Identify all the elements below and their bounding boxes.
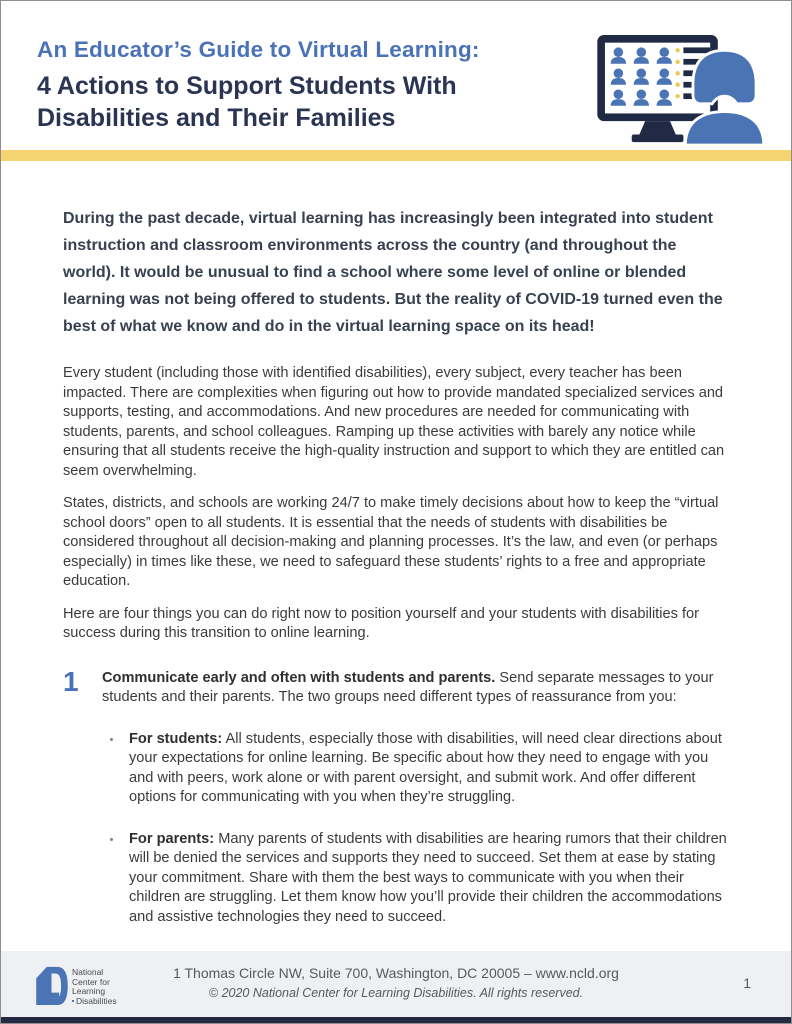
logo-line: Disabilities <box>72 997 117 1007</box>
title-line2: 4 Actions to Support Students With Disabilities and Their Families <box>37 72 457 132</box>
bottom-accent-bar <box>1 1017 791 1023</box>
paragraph-impact: Every student (including those with identified disabilities), every subject, every teacher has been impacted. There are complexities when figuring out how to provide mandated specialized services and supports, testing, and accommodations. And new procedures are needed for communicating with students, parents, and school colleagues. Ramping up these activities with barely any notice while ensuring that all students receive the high-quality instruction and support to which they are entitled can seem overwhelming. <box>63 365 725 479</box>
footer <box>1 951 791 1017</box>
yellow-divider <box>1 150 791 161</box>
action-item-1 <box>63 665 729 928</box>
header <box>1 1 791 150</box>
ncld-logo <box>34 964 117 1006</box>
logo-line: Center for <box>72 976 110 987</box>
action-lead-paragraph <box>102 669 729 708</box>
title-block <box>37 29 595 134</box>
bullet-marker <box>110 838 113 841</box>
action-lead-bold: Communicate early and often with students and parents. <box>102 669 496 686</box>
ncld-logo-mark-icon <box>34 964 69 1006</box>
ncld-logo-wordmark <box>72 964 117 1006</box>
action-number: 1 <box>63 665 79 697</box>
footer-text-block <box>1 951 791 1000</box>
paragraph-states: States, districts, and schools are working 24/7 to make timely decisions about how to keep the “virtual school doors” open to all students. It is essential that the needs of students with disabilities be considered throughout all decision-making and planning processes. It’s the law, and even (or perhaps especially) in times like these, we need to safeguard these students’ rights to a free and appropriate education. <box>63 495 719 589</box>
logo-line: National <box>72 967 104 977</box>
footer-address: 1 Thomas Circle NW, Suite 700, Washington, DC 20005 – www.ncld.org <box>173 965 619 981</box>
participants-grid-icon <box>611 47 672 105</box>
page-number: 1 <box>743 975 751 991</box>
bullet-for-parents <box>110 830 729 928</box>
bullet-text <box>129 830 729 928</box>
logo-dot <box>72 1000 74 1002</box>
action-body <box>102 669 729 928</box>
bullet-for-students <box>110 730 729 808</box>
bullet-lead-bold: For parents: <box>129 830 215 847</box>
bullet-rest: Many parents of students with disabilities are hearing rumors that their children will be denied the services and supports they need to succeed. Set them at ease by stating your commitment. Share with them the best ways to communicate with you when their children are struggling. Let them know how you’ll provide their children the accommodations and assistive technologies they need to succeed. <box>129 830 727 925</box>
teacher-silhouette-icon <box>685 50 763 145</box>
bullet-lead-bold: For students: <box>129 730 223 747</box>
footer-copyright: © 2020 National Center for Learning Disabilities. All rights reserved. <box>208 986 584 1000</box>
title-line1: An Educator’s Guide to Virtual Learning: <box>37 37 480 62</box>
bullet-text <box>129 730 729 808</box>
bullet-rest: All students, especially those with disabilities, will need clear directions about your expectations for online learning. Be specific about how they need to engage with you and with peers, work alone or with parent oversight, and submit work. And offer different options for communicating with you when they’re struggling. <box>129 730 722 805</box>
action-lead-rest: Send separate messages to your students and their parents. The two groups need different types of reassurance from you: <box>102 669 714 705</box>
paragraph-four-things: Here are four things you can do right now to position yourself and your students with disabilities for success during this transition to online learning. <box>63 605 699 641</box>
virtual-classroom-icon <box>595 35 767 145</box>
body-content <box>1 161 791 927</box>
bullet-marker <box>110 738 113 741</box>
intro-paragraph: During the past decade, virtual learning has increasingly been integrated into student instruction and classroom environments across the country (and throughout the world). It would be unusual to find a school where some level of online or blended learning was not being offered to students. But the reality of COVID-19 turned even the best of what we know and do in the virtual learning space on its head! <box>63 210 723 335</box>
logo-line: Learning <box>72 986 106 996</box>
video-call-monitor-icon <box>595 35 767 145</box>
